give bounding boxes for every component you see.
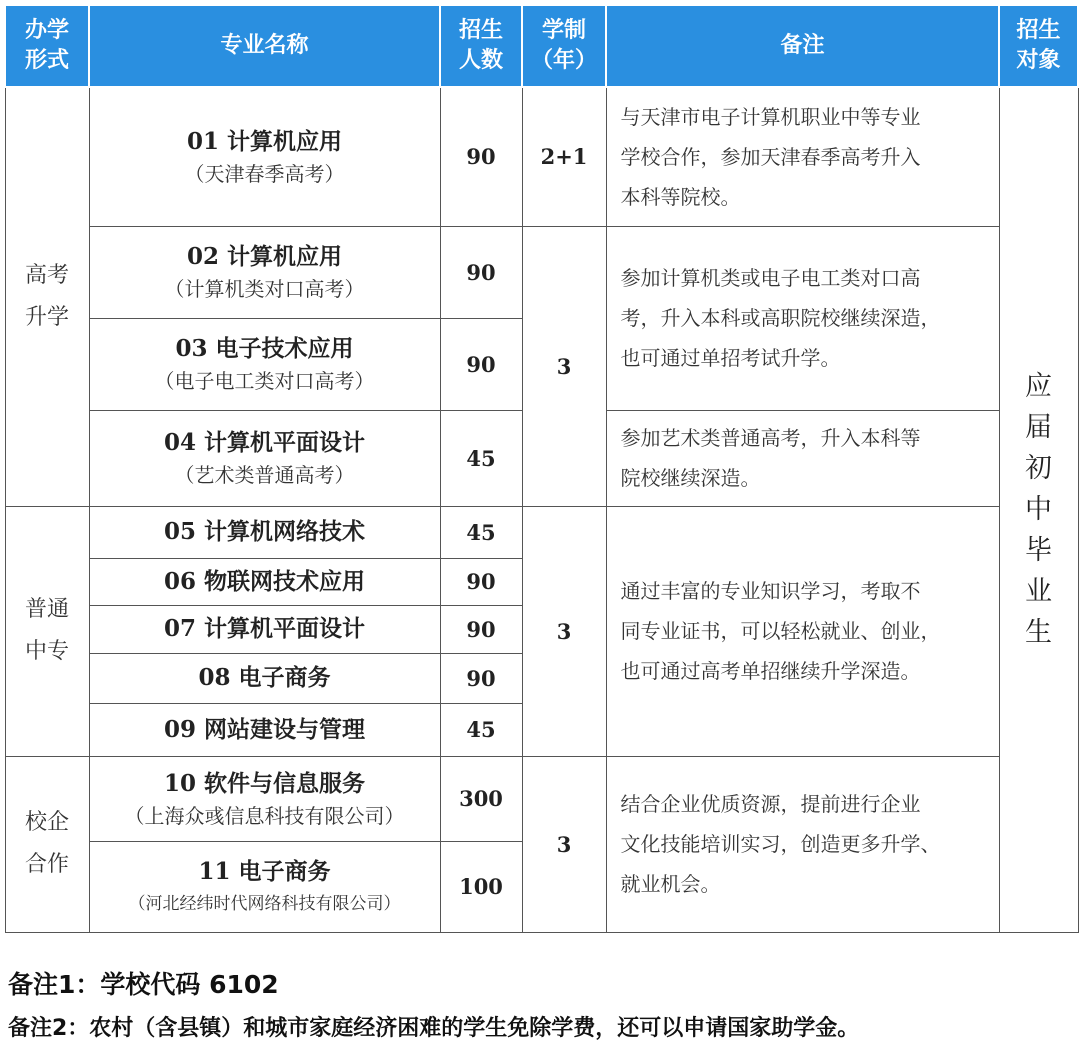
count-cell: 100: [440, 841, 522, 932]
footnote-tuition: 备注2：农村（含县镇）和城市家庭经济困难的学生免除学费，还可以申请国家助学金。: [8, 1016, 860, 1041]
header-note: 备注: [606, 5, 999, 87]
group-gaokao: 高考 升学: [5, 87, 89, 506]
major-cell: 09 网站建设与管理: [89, 703, 440, 756]
count-cell: 45: [440, 703, 522, 756]
count-cell: 90: [440, 605, 522, 653]
major-cell: 05 计算机网络技术: [89, 506, 440, 558]
major-cell: 08 电子商务: [89, 653, 440, 703]
note-cell: 参加艺术类普通高考，升入本科等 院校继续深造。: [606, 410, 999, 506]
years-cell: 3: [522, 756, 606, 932]
table-row: [5, 756, 1078, 841]
enrollment-table: [4, 4, 1079, 933]
table-row: [5, 226, 1078, 318]
count-cell: 90: [440, 87, 522, 226]
count-cell: 90: [440, 653, 522, 703]
group-putong: 普通 中专: [5, 506, 89, 756]
years-cell: 2+1: [522, 87, 606, 226]
count-cell: 90: [440, 318, 522, 410]
major-cell: 03 电子技术应用 （电子电工类对口高考）: [89, 318, 440, 410]
major-cell: 11 电子商务 （河北经纬时代网络科技有限公司）: [89, 841, 440, 932]
target-cell: 应 届 初 中 毕 业 生: [999, 87, 1078, 932]
years-cell: 3: [522, 506, 606, 756]
group-xiaoqi: 校企 合作: [5, 756, 89, 932]
major-cell: 06 物联网技术应用: [89, 558, 440, 605]
header-major: 专业名称: [89, 5, 440, 87]
count-cell: 45: [440, 506, 522, 558]
major-cell: 04 计算机平面设计 （艺术类普通高考）: [89, 410, 440, 506]
note-cell: 与天津市电子计算机职业中等专业 学校合作，参加天津春季高考升入 本科等院校。: [606, 87, 999, 226]
count-cell: 90: [440, 226, 522, 318]
table-row: [5, 87, 1078, 226]
note-cell: 通过丰富的专业知识学习，考取不 同专业证书，可以轻松就业、创业， 也可通过高考单招继续升学深造。: [606, 506, 999, 756]
footnote-school-code: 备注1：学校代码 6102: [8, 970, 279, 999]
count-cell: 300: [440, 756, 522, 841]
header-count: 招生 人数: [440, 5, 522, 87]
header-target: 招生 对象: [999, 5, 1078, 87]
note-cell: 参加计算机类或电子电工类对口高 考，升入本科或高职院校继续深造， 也可通过单招考试升学。: [606, 226, 999, 410]
major-cell: 07 计算机平面设计: [89, 605, 440, 653]
table-header-row: [5, 5, 1078, 87]
table-row: [5, 506, 1078, 558]
count-cell: 45: [440, 410, 522, 506]
major-cell: 10 软件与信息服务 （上海众彧信息科技有限公司）: [89, 756, 440, 841]
header-form: 办学 形式: [5, 5, 89, 87]
note-cell: 结合企业优质资源，提前进行企业 文化技能培训实习，创造更多升学、 就业机会。: [606, 756, 999, 932]
footnotes: [8, 964, 1076, 1052]
major-cell: 02 计算机应用 （计算机类对口高考）: [89, 226, 440, 318]
header-years: 学制 （年）: [522, 5, 606, 87]
major-cell: 01 计算机应用 （天津春季高考）: [89, 87, 440, 226]
years-cell: 3: [522, 226, 606, 506]
count-cell: 90: [440, 558, 522, 605]
